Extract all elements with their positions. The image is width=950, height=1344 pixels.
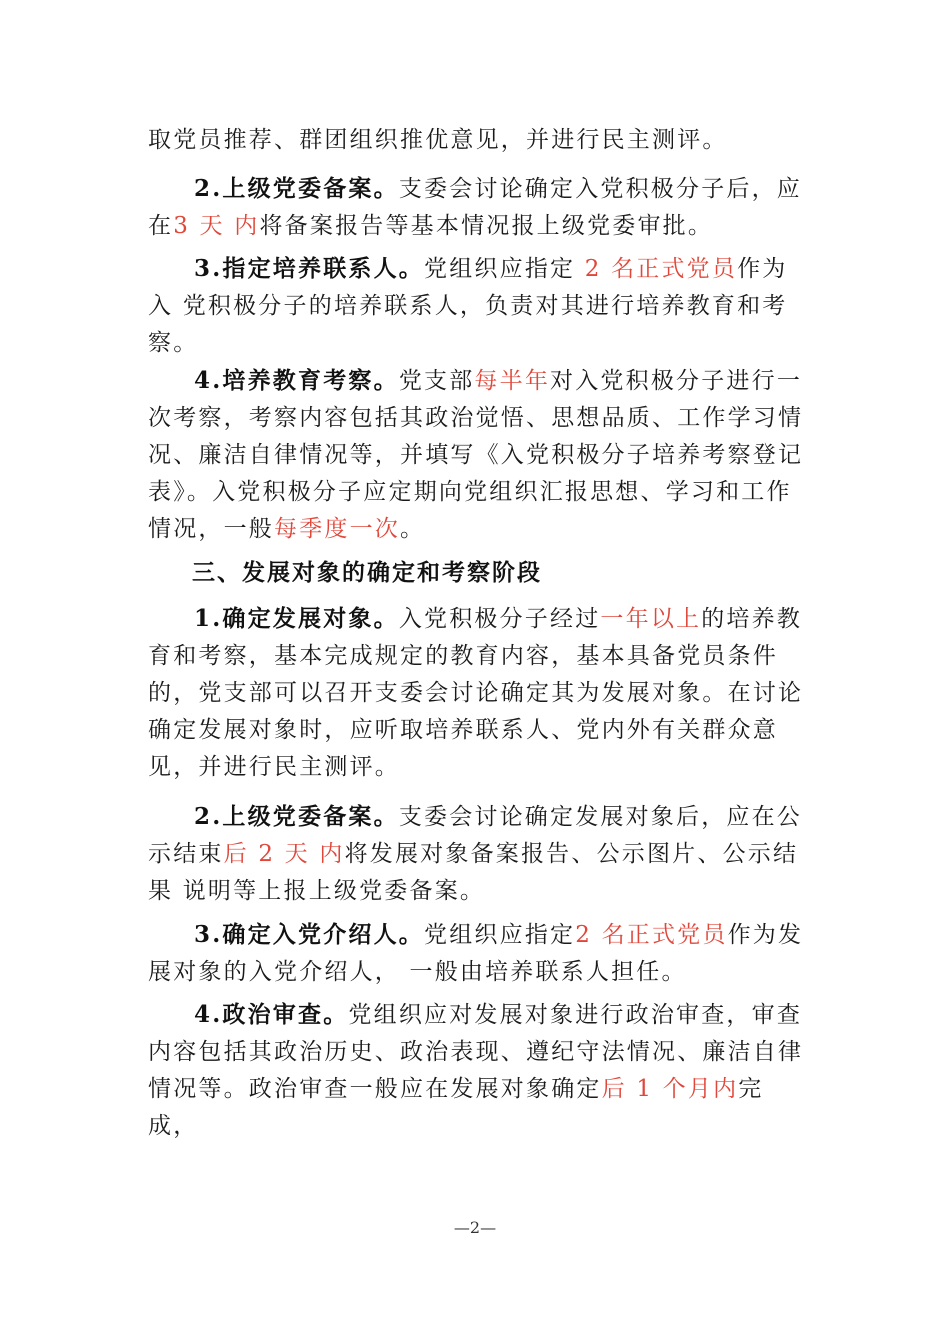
paragraph-introducer [148,916,808,991]
paragraph-title: 1.确定发展对象。 [194,605,399,632]
paragraph-title: 4.培养教育考察。 [194,367,399,394]
page-number: —2— [453,1218,497,1237]
paragraph-text: 将备案报告等基本情况报上级党委审批。 [259,213,714,239]
highlight-text: 后 2 天 内 [223,841,345,867]
paragraph-text: 完成， [148,1076,764,1139]
paragraph-title: 2.上级党委备案。 [194,803,399,830]
highlight-text: 每半年 [474,368,551,394]
highlight-text: 一年以上 [600,606,702,632]
paragraph-political-review [148,996,808,1145]
paragraph-text: 党支部 [398,368,475,394]
paragraph-continuation [148,122,808,159]
highlight-text: 后 1 个月内 [601,1076,739,1102]
paragraph-designate-contact [148,250,808,362]
paragraph-title: 2.上级党委备案。 [194,175,399,202]
paragraph-superior-filing [148,170,808,245]
highlight-text: 每季度一次 [274,516,400,542]
highlight-text: 2 名正式党员 [575,922,728,948]
paragraph-text: 的培养教育和考察，基本完成规定的教育内容，基本具备党员条件的，党支部可以召开支委会讨论确定其为发展对象。在讨论确定发展对象时，应听取培养联系人、党内外有关群众意见，并进行民主测评。 [148,606,804,780]
paragraph-text: 。 [400,516,426,542]
highlight-text: 2 名正式党员 [584,256,738,282]
paragraph-candidate-filing [148,798,808,910]
paragraph-text: 取党员推荐、群团组织推优意见，并进行民主测评。 [148,127,728,153]
paragraph-text: 将发展对象备案报告、公示图片、公示结果 说明等上报上级党委备案。 [148,841,799,904]
paragraph-title: 3.指定培养联系人。 [194,255,425,282]
paragraph-training-inspection [148,362,808,548]
paragraph-text: 入党积极分子经过 [398,606,601,632]
paragraph-text: 支委会讨论确定入党积极分子后，应在 [148,176,803,239]
paragraph-title: 3.确定入党介绍人。 [194,921,425,948]
highlight-text: 3 天 内 [173,213,260,239]
paragraph-text: 作为发 展对象的入党介绍人， 一般由培养联系人担任。 [148,922,804,985]
section-heading: 三、发展对象的确定和考察阶段 [192,559,542,586]
paragraph-text: 党组织应指定 [424,922,576,948]
paragraph-text: 党组织应指定 [424,256,585,282]
paragraph-text: 支委会讨论确定发展对象后，应在公示结束 [148,804,803,867]
paragraph-title: 4.政治审查。 [194,1001,349,1028]
paragraph-determine-candidate [148,600,808,786]
paragraph-text: 作为入 党积极分子的培养联系人，负责对其进行培养教育和考察。 [148,256,788,356]
paragraph-text: 党组织应对发展对象进行政治审查，审查内容包括其政治历史、政治表现、遵纪守法情况、廉洁自律情况等。政治审查一般应在发展对象确定 [148,1002,804,1102]
paragraph-text: 对入党积极分子进行一次考察，考察内容包括其政治觉悟、思想品质、工作学习情况、廉洁自律情况等，并填写《入党积极分子培养考察登记表》。入党积极分子应定期向党组织汇报思想、学习和工作情况，一般 [148,368,804,542]
